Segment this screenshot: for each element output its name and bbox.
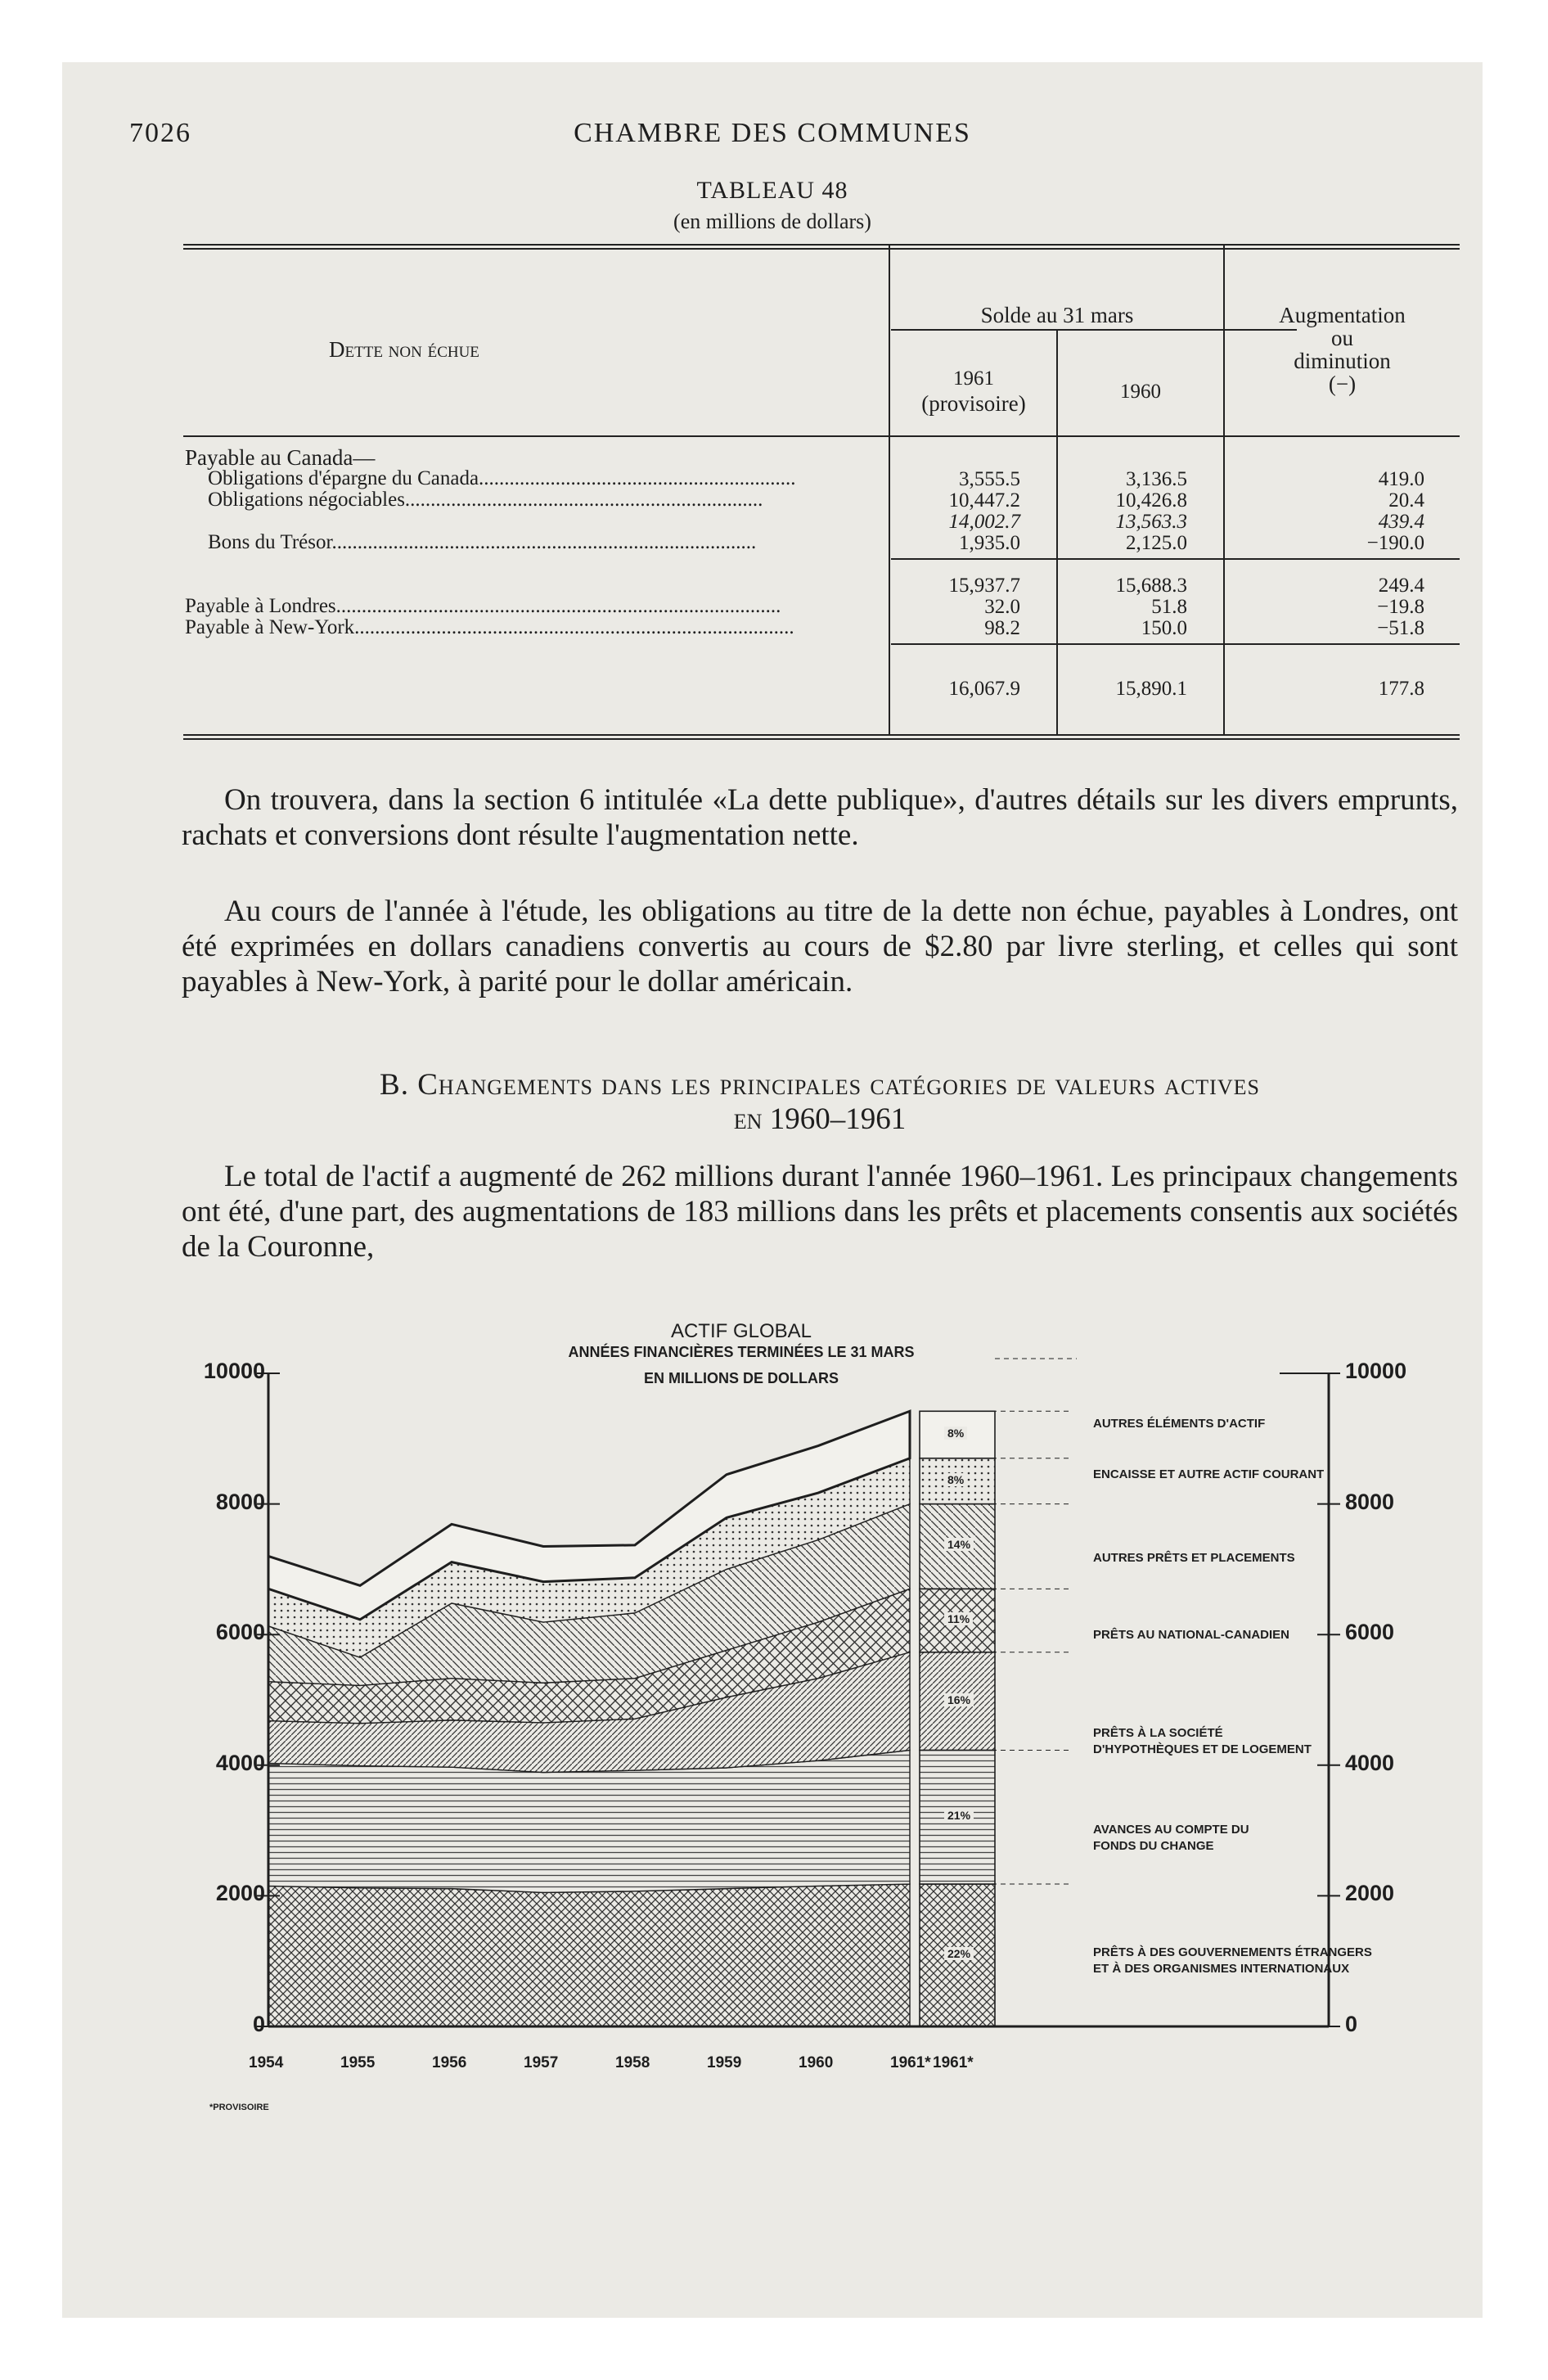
chart-title: ACTIF GLOBAL (670, 1320, 812, 1342)
chart-footnote: *PROVISOIRE (209, 2103, 269, 2112)
cell-sub1-1961: 14,002.7 (948, 511, 1020, 533)
cell-total-change: 177.8 (1378, 678, 1424, 700)
legend-autres-prets: AUTRES PRÊTS ET PLACEMENTS (1093, 1551, 1295, 1565)
x-label-7: 1961* (890, 2054, 931, 2071)
col-1961: 1961 (953, 367, 994, 390)
cell-newyork-1961: 98.2 (984, 617, 1020, 639)
cell-total-1960: 15,890.1 (1115, 678, 1187, 700)
bar-share-1: 22% (944, 1947, 974, 1960)
right-tick-label-10000: 10000 (1345, 1359, 1407, 1383)
cell-savings-1960: 3,136.5 (1126, 468, 1187, 490)
bar-share-3: 16% (944, 1693, 974, 1706)
row-label-savings: Obligations d'épargne du Canada.............................................................. (208, 468, 796, 489)
col-1961-note: (provisoire) (921, 391, 1026, 416)
legend-autres-elements: AUTRES ÉLÉMENTS D'ACTIF (1093, 1417, 1266, 1431)
actif-global-chart (62, 62, 1483, 2318)
cell-total-1961: 16,067.9 (948, 678, 1020, 700)
bar-share-5: 14% (944, 1538, 974, 1551)
right-tick-label-4000: 4000 (1345, 1750, 1395, 1775)
x-label-5: 1959 (707, 2054, 742, 2071)
cell-newyork-1960: 150.0 (1141, 617, 1187, 639)
cell-negotiable-1961: 10,447.2 (948, 489, 1020, 512)
col-group-label: Solde au 31 mars (980, 303, 1134, 327)
left-tick-label-0: 0 (252, 2012, 265, 2036)
table-subtitle: (en millions de dollars) (673, 210, 871, 233)
right-tick-label-0: 0 (1345, 2012, 1358, 2036)
cell-sub1-change: 439.4 (1378, 511, 1424, 533)
right-tick-label-2000: 2000 (1345, 1881, 1395, 1906)
legend-societe-hypotheques: PRÊTS À LA SOCIÉTÉ D'HYPOTHÈQUES ET DE LOGEMENT (1093, 1726, 1312, 1756)
chart-unit-label: EN MILLIONS DE DOLLARS (644, 1370, 839, 1386)
area-layer-1 (268, 1884, 910, 2026)
col-change-3: diminution (1294, 349, 1391, 373)
page-number: 7026 (129, 118, 191, 148)
row-label-treasury: Bons du Trésor................................................................................... (208, 532, 757, 553)
bar-share-2: 21% (944, 1809, 974, 1822)
cell-treasury-1961: 1,935.0 (959, 532, 1020, 554)
section-canada: Payable au Canada— (185, 445, 376, 470)
cell-sub2-1960: 15,688.3 (1115, 575, 1187, 597)
left-tick-label-10000: 10000 (203, 1359, 265, 1383)
left-tick-label-4000: 4000 (215, 1750, 265, 1775)
legend-encaisse: ENCAISSE ET AUTRE ACTIF COURANT (1093, 1467, 1325, 1481)
cell-savings-change: 419.0 (1378, 468, 1424, 490)
x-label-1: 1955 (340, 2054, 376, 2071)
cell-london-1961: 32.0 (984, 596, 1020, 618)
table-title: TABLEAU 48 (696, 177, 848, 204)
right-tick-label-8000: 8000 (1345, 1489, 1395, 1514)
x-label-0: 1954 (249, 2054, 284, 2071)
cell-london-1960: 51.8 (1151, 596, 1187, 618)
bar-share-4: 11% (944, 1612, 973, 1625)
right-tick-label-6000: 6000 (1345, 1620, 1395, 1645)
col-1960: 1960 (1120, 381, 1161, 403)
cell-treasury-1960: 2,125.0 (1126, 532, 1187, 554)
cell-savings-1961: 3,555.5 (959, 468, 1020, 490)
x-label-4: 1958 (615, 2054, 650, 2071)
paragraph-2: Au cours de l'année à l'étude, les obligations au titre de la dette non échue, payables à Londres, ont été exprimées en dollars canadiens convertis au cours de $2.80 par livre sterling, et celles qui sont payables à New-York, à parité pour le dollar américain. (182, 895, 1458, 998)
cell-sub1-1960: 13,563.3 (1115, 511, 1187, 533)
row-label-negotiable: Obligations négociables...................................................................... (208, 489, 763, 511)
cell-negotiable-1960: 10,426.8 (1115, 489, 1187, 512)
section-heading-2: en 1960–1961 (733, 1102, 907, 1136)
row-label-newyork: Payable à New-York...................................................................................... (185, 617, 794, 638)
cell-negotiable-change: 20.4 (1388, 489, 1424, 512)
col-change-1: Augmentation (1279, 303, 1406, 327)
left-tick-label-8000: 8000 (215, 1489, 265, 1514)
col-change-2: ou (1331, 326, 1353, 350)
legend-national-canadien: PRÊTS AU NATIONAL-CANADIEN (1093, 1628, 1289, 1642)
x-label-3: 1957 (524, 2054, 559, 2071)
left-tick-label-2000: 2000 (215, 1881, 265, 1906)
row-label-london: Payable à Londres....................................................................................... (185, 596, 781, 617)
bar-share-7: 8% (944, 1427, 967, 1440)
paragraph-3: Le total de l'actif a augmenté de 262 millions durant l'année 1960–1961. Les principaux changements ont été, d'une part, des augmentations de 183 millions dans les prêts et placements consentis aux sociétés de la Couronne, (182, 1160, 1458, 1264)
x-label-2: 1956 (432, 2054, 467, 2071)
bar-share-6: 8% (944, 1473, 967, 1486)
legend-gouvernements-etrangers: PRÊTS À DES GOUVERNEMENTS ÉTRANGERS ET À DES ORGANISMES INTERNATIONAUX (1093, 1945, 1372, 1976)
x-label-bar: 1961* (933, 2054, 974, 2071)
chart-subtitle: ANNÉES FINANCIÈRES TERMINÉES LE 31 MARS (568, 1344, 915, 1360)
legend-fonds-change: AVANCES AU COMPTE DU FONDS DU CHANGE (1093, 1823, 1249, 1853)
cell-london-change: −19.8 (1377, 596, 1424, 618)
cell-newyork-change: −51.8 (1377, 617, 1424, 639)
cell-treasury-change: −190.0 (1366, 532, 1424, 554)
page (62, 62, 1483, 2318)
section-heading: B. Changements dans les principales catégories de valeurs actives (380, 1068, 1260, 1102)
x-label-6: 1960 (799, 2054, 834, 2071)
col-change-4: (−) (1328, 372, 1357, 396)
cell-sub2-change: 249.4 (1378, 575, 1424, 597)
cell-sub2-1961: 15,937.7 (948, 575, 1020, 597)
running-title: CHAMBRE DES COMMUNES (574, 118, 971, 148)
col-label: Dette non échue (329, 337, 479, 362)
paragraph-1: On trouvera, dans la section 6 intitulée «La dette publique», d'autres détails sur les divers emprunts, rachats et conversions dont résulte l'augmentation nette. (182, 783, 1458, 852)
left-tick-label-6000: 6000 (215, 1620, 265, 1645)
